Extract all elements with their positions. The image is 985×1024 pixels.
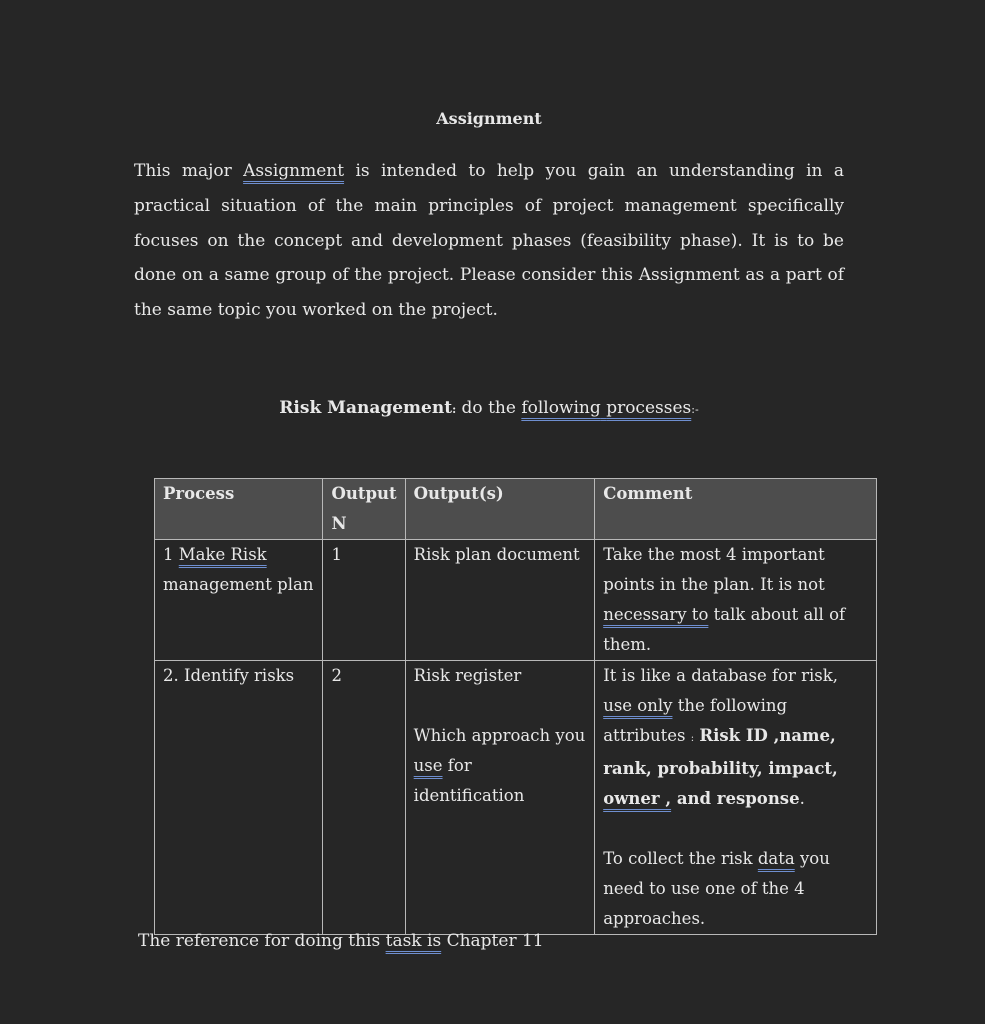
row2-comment-collect <box>603 844 868 934</box>
row1-comment-necessary: necessary to <box>603 605 709 624</box>
risk-process-table <box>154 478 877 935</box>
risk-heading-colon: : <box>452 403 457 416</box>
table-header-row <box>155 479 877 540</box>
row1-process-make-risk: Make Risk <box>178 545 267 564</box>
header-output-n: Output N <box>323 479 405 540</box>
row1-process-num: 1 <box>163 545 179 564</box>
header-comment: Comment <box>595 479 877 540</box>
row2-process: 2. Identify risks <box>155 661 323 935</box>
risk-heading-tail: :- <box>691 403 699 416</box>
intro-assignment-word: Assignment <box>243 161 345 181</box>
risk-heading <box>0 398 978 418</box>
row2-output-register: Risk register <box>413 666 522 685</box>
row2-n: 2 <box>323 661 405 935</box>
row1-comment-c: talk about all of them. <box>603 605 846 654</box>
risk-heading-following: following <box>521 398 601 418</box>
reference-line <box>138 931 544 951</box>
row2-collect-a: To collect the risk <box>603 849 758 868</box>
header-outputs: Output(s) <box>405 479 595 540</box>
reference-task-is: task is <box>385 931 442 951</box>
intro-paragraph <box>134 154 844 328</box>
row1-output: Risk plan document <box>405 540 595 661</box>
intro-text-2: is intended to help you gain an understanding in a practical situation of the main principles of project management specifically focuses on the concept and development phases (feasibility phase). It is to be done on a same group of the project. Please consider this Assignment as a part of the same topic you worked on the project. <box>134 161 844 320</box>
row2-attributes-a: Risk ID ,name, rank, probability, impact, <box>603 726 838 778</box>
risk-heading-processes: processes <box>606 398 692 418</box>
risk-heading-mid: do the <box>456 398 522 418</box>
row2-attributes-period: . <box>799 789 805 808</box>
row2-attributes-b: and response <box>671 789 800 808</box>
row2-comment-use-only: use only <box>603 696 673 715</box>
row2-comment-a: It is like a database for risk, <box>603 666 839 685</box>
risk-heading-lead: Risk Management <box>279 398 453 418</box>
table-row <box>155 540 877 661</box>
row2-output-approach-use: use <box>413 756 443 775</box>
row1-n: 1 <box>323 540 405 661</box>
row2-collect-b: you need to use one of the 4 approaches. <box>603 849 830 928</box>
row2-output-approach-c: for identification <box>413 756 525 805</box>
row1-process <box>155 540 323 661</box>
document-title: Assignment <box>436 109 542 128</box>
row2-comment-colon: : <box>690 733 695 744</box>
row2-output-approach <box>414 721 587 811</box>
intro-text-1: This major <box>134 161 244 181</box>
row2-comment-b: the following attributes <box>603 696 788 745</box>
row1-comment-a: Take the most 4 important points in the plan. It is not <box>603 545 825 594</box>
row1-comment <box>595 540 877 661</box>
row2-output <box>405 661 595 935</box>
row2-output-approach-a: Which approach you <box>413 726 586 745</box>
row2-attributes-owner: owner , <box>603 789 672 808</box>
row2-collect-data: data <box>757 849 795 868</box>
row1-process-rest: management plan <box>163 575 314 594</box>
reference-text-1: The reference for doing this <box>138 931 386 951</box>
row2-comment <box>595 661 877 935</box>
row2-comment-spacer <box>603 814 868 844</box>
row2-output-spacer <box>414 691 587 721</box>
table-row <box>155 661 877 935</box>
row2-comment-database <box>603 661 868 814</box>
header-process: Process <box>155 479 323 540</box>
reference-text-2: Chapter 11 <box>441 931 544 951</box>
